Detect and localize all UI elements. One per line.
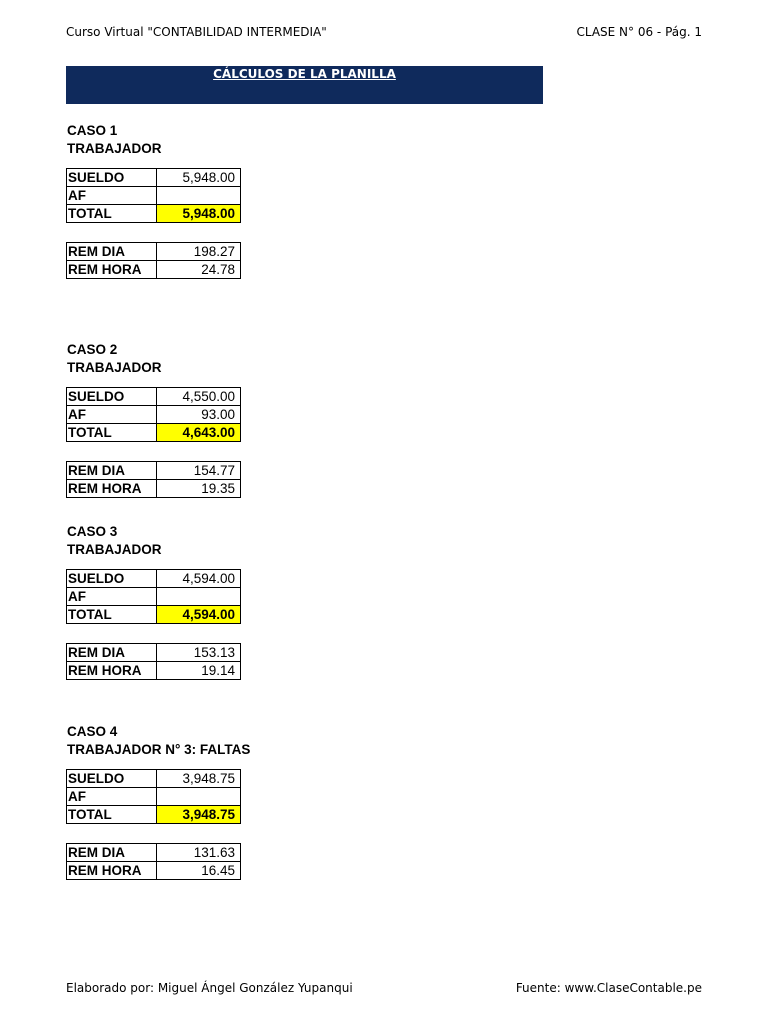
case-2 <box>67 341 467 498</box>
case-title: CASO 4 <box>67 724 118 739</box>
rem-table <box>66 461 241 498</box>
total-value: 4,643.00 <box>157 424 241 442</box>
af-value <box>157 588 241 606</box>
case-subtitle: TRABAJADOR <box>67 141 162 156</box>
af-label: AF <box>67 187 157 205</box>
table-row <box>67 570 241 588</box>
rem-hora-value: 24.78 <box>157 261 241 279</box>
rem-table <box>66 843 241 880</box>
sueldo-value: 4,594.00 <box>157 570 241 588</box>
table-row <box>67 844 241 862</box>
table-row <box>67 261 241 279</box>
table-row <box>67 662 241 680</box>
table-row <box>67 462 241 480</box>
table-row <box>67 588 241 606</box>
rem-dia-value: 153.13 <box>157 644 241 662</box>
rem-dia-label: REM DIA <box>67 644 157 662</box>
af-value <box>157 187 241 205</box>
case-1 <box>67 122 467 279</box>
rem-hora-value: 19.35 <box>157 480 241 498</box>
total-value: 4,594.00 <box>157 606 241 624</box>
rem-dia-value: 131.63 <box>157 844 241 862</box>
table-row <box>67 406 241 424</box>
case-4 <box>67 723 467 880</box>
sueldo-value: 5,948.00 <box>157 169 241 187</box>
sueldo-label: SUELDO <box>67 169 157 187</box>
table-row <box>67 788 241 806</box>
case-subtitle: TRABAJADOR <box>67 360 162 375</box>
total-label: TOTAL <box>67 205 157 223</box>
header-class-page: CLASE N° 06 - Pág. 1 <box>576 25 702 39</box>
table-row <box>67 243 241 261</box>
rem-dia-value: 154.77 <box>157 462 241 480</box>
rem-dia-value: 198.27 <box>157 243 241 261</box>
table-row <box>67 770 241 788</box>
salary-table <box>66 569 241 624</box>
total-label: TOTAL <box>67 424 157 442</box>
rem-hora-label: REM HORA <box>67 480 157 498</box>
total-value: 3,948.75 <box>157 806 241 824</box>
salary-table <box>66 168 241 223</box>
sueldo-value: 3,948.75 <box>157 770 241 788</box>
case-subtitle: TRABAJADOR N° 3: FALTAS <box>67 742 251 757</box>
rem-table <box>66 242 241 279</box>
case-3 <box>67 523 467 680</box>
total-value: 5,948.00 <box>157 205 241 223</box>
sueldo-label: SUELDO <box>67 388 157 406</box>
rem-table <box>66 643 241 680</box>
rem-hora-value: 16.45 <box>157 862 241 880</box>
af-value <box>157 788 241 806</box>
rem-dia-label: REM DIA <box>67 844 157 862</box>
footer-source: Fuente: www.ClaseContable.pe <box>515 981 702 995</box>
af-label: AF <box>67 588 157 606</box>
table-row <box>67 169 241 187</box>
rem-hora-label: REM HORA <box>67 862 157 880</box>
table-row <box>67 862 241 880</box>
rem-dia-label: REM DIA <box>67 462 157 480</box>
rem-hora-label: REM HORA <box>67 261 157 279</box>
table-row <box>67 644 241 662</box>
sueldo-label: SUELDO <box>67 770 157 788</box>
footer-author: Elaborado por: Miguel Ángel González Yupanqui <box>66 981 353 995</box>
salary-table <box>66 387 241 442</box>
rem-dia-label: REM DIA <box>67 243 157 261</box>
rem-hora-label: REM HORA <box>67 662 157 680</box>
case-title: CASO 2 <box>67 342 118 357</box>
sueldo-label: SUELDO <box>67 570 157 588</box>
table-row <box>67 187 241 205</box>
table-row <box>67 480 241 498</box>
salary-table <box>66 769 241 824</box>
total-label: TOTAL <box>67 606 157 624</box>
table-row <box>67 606 241 624</box>
af-label: AF <box>67 406 157 424</box>
case-title: CASO 3 <box>67 524 118 539</box>
total-label: TOTAL <box>67 806 157 824</box>
table-row <box>67 806 241 824</box>
case-title: CASO 1 <box>67 123 118 138</box>
case-subtitle: TRABAJADOR <box>67 542 162 557</box>
banner-title: CÁLCULOS DE LA PLANILLA <box>213 67 396 81</box>
rem-hora-value: 19.14 <box>157 662 241 680</box>
af-value: 93.00 <box>157 406 241 424</box>
header-course-title: Curso Virtual "CONTABILIDAD INTERMEDIA" <box>66 25 327 39</box>
table-row <box>67 388 241 406</box>
sueldo-value: 4,550.00 <box>157 388 241 406</box>
table-row <box>67 205 241 223</box>
title-banner <box>66 66 543 104</box>
table-row <box>67 424 241 442</box>
af-label: AF <box>67 788 157 806</box>
